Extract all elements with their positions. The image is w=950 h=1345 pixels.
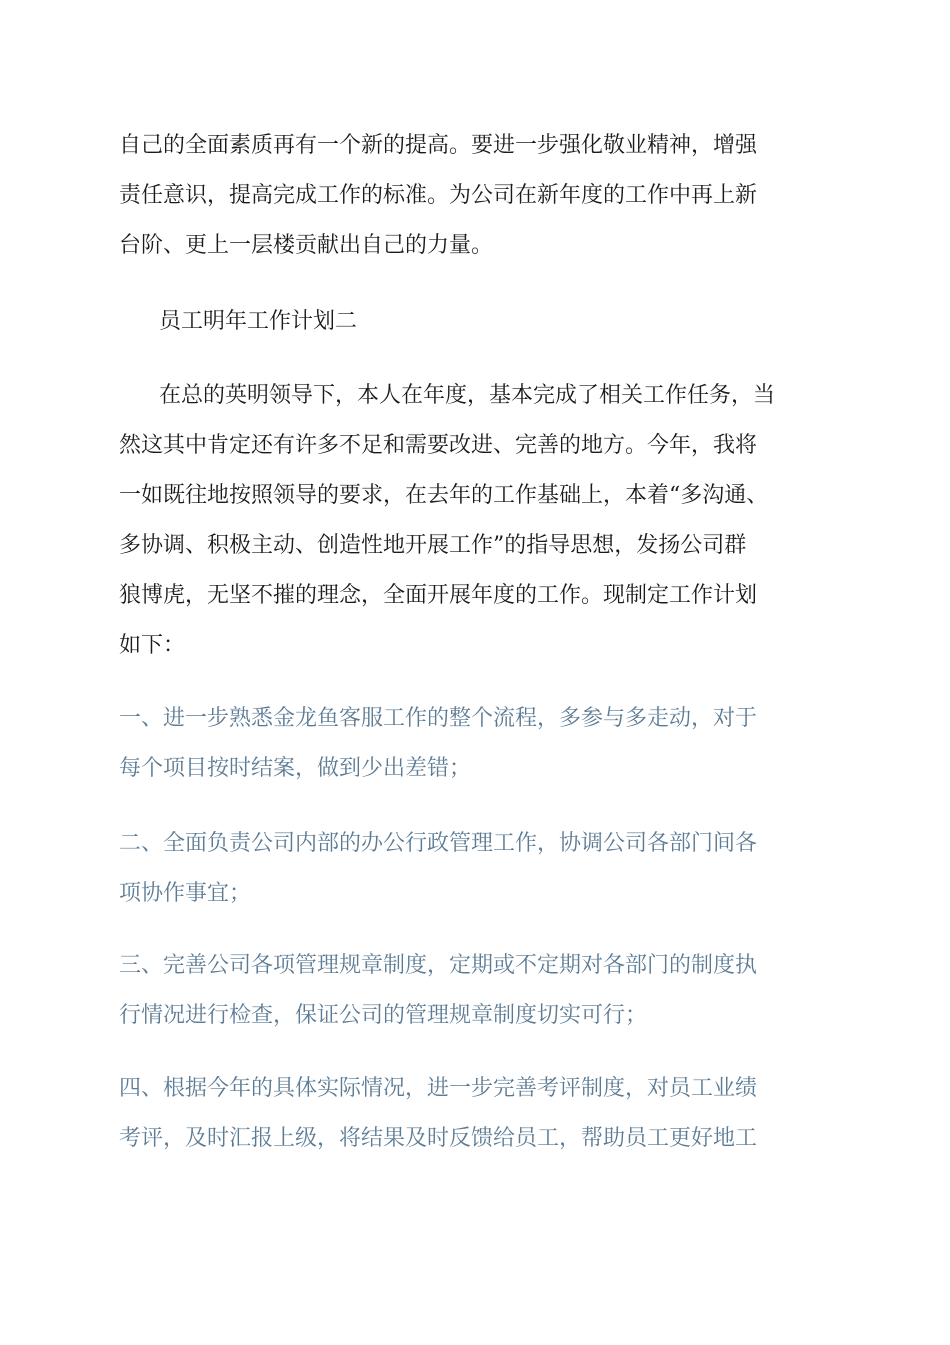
continuation-paragraph <box>119 121 757 271</box>
paragraph-line: 考评，及时汇报上级，将结果及时反馈给员工，帮助员工更好地工 <box>119 1126 758 1151</box>
paragraph-line: 台阶、更上一层楼贡献出自己的力量。 <box>119 233 494 258</box>
intro-paragraph <box>119 371 775 671</box>
paragraph-line: 多协调、积极主动、创造性地开展工作”的指导思想，发扬公司群 <box>119 533 747 558</box>
paragraph-line: 如下： <box>119 633 186 658</box>
plan-item-4 <box>119 1064 757 1164</box>
paragraph-line: 项协作事宜； <box>119 881 252 906</box>
paragraph-line: 在总的英明领导下，本人在年度，基本完成了相关工作任务，当 <box>159 383 776 408</box>
plan-item-2 <box>119 819 757 919</box>
paragraph-line: 一、进一步熟悉金龙鱼客服工作的整个流程，多参与多走动，对于 <box>119 706 758 731</box>
section-title: 员工明年工作计划二 <box>159 309 358 334</box>
paragraph-line: 自己的全面素质再有一个新的提高。要进一步强化敬业精神，增强 <box>119 133 758 158</box>
plan-item-1 <box>119 694 757 794</box>
paragraph-line: 狼博虎，无坚不摧的理念，全面开展年度的工作。现制定工作计划 <box>119 583 758 608</box>
paragraph-line: 二、全面负责公司内部的办公行政管理工作，协调公司各部门间各 <box>119 831 758 856</box>
paragraph-line: 每个项目按时结案，做到少出差错； <box>119 756 472 781</box>
paragraph-line: 一如既往地按照领导的要求，在去年的工作基础上，本着“多沟通、 <box>119 483 769 508</box>
paragraph-line: 四、根据今年的具体实际情况，进一步完善考评制度，对员工业绩 <box>119 1076 758 1101</box>
paragraph-line: 责任意识，提高完成工作的标准。为公司在新年度的工作中再上新 <box>119 183 758 208</box>
paragraph-line: 三、完善公司各项管理规章制度，定期或不定期对各部门的制度执 <box>119 953 758 978</box>
paragraph-line: 行情况进行检查，保证公司的管理规章制度切实可行； <box>119 1003 648 1028</box>
plan-item-3 <box>119 941 757 1041</box>
paragraph-line: 然这其中肯定还有许多不足和需要改进、完善的地方。今年，我将 <box>119 433 758 458</box>
